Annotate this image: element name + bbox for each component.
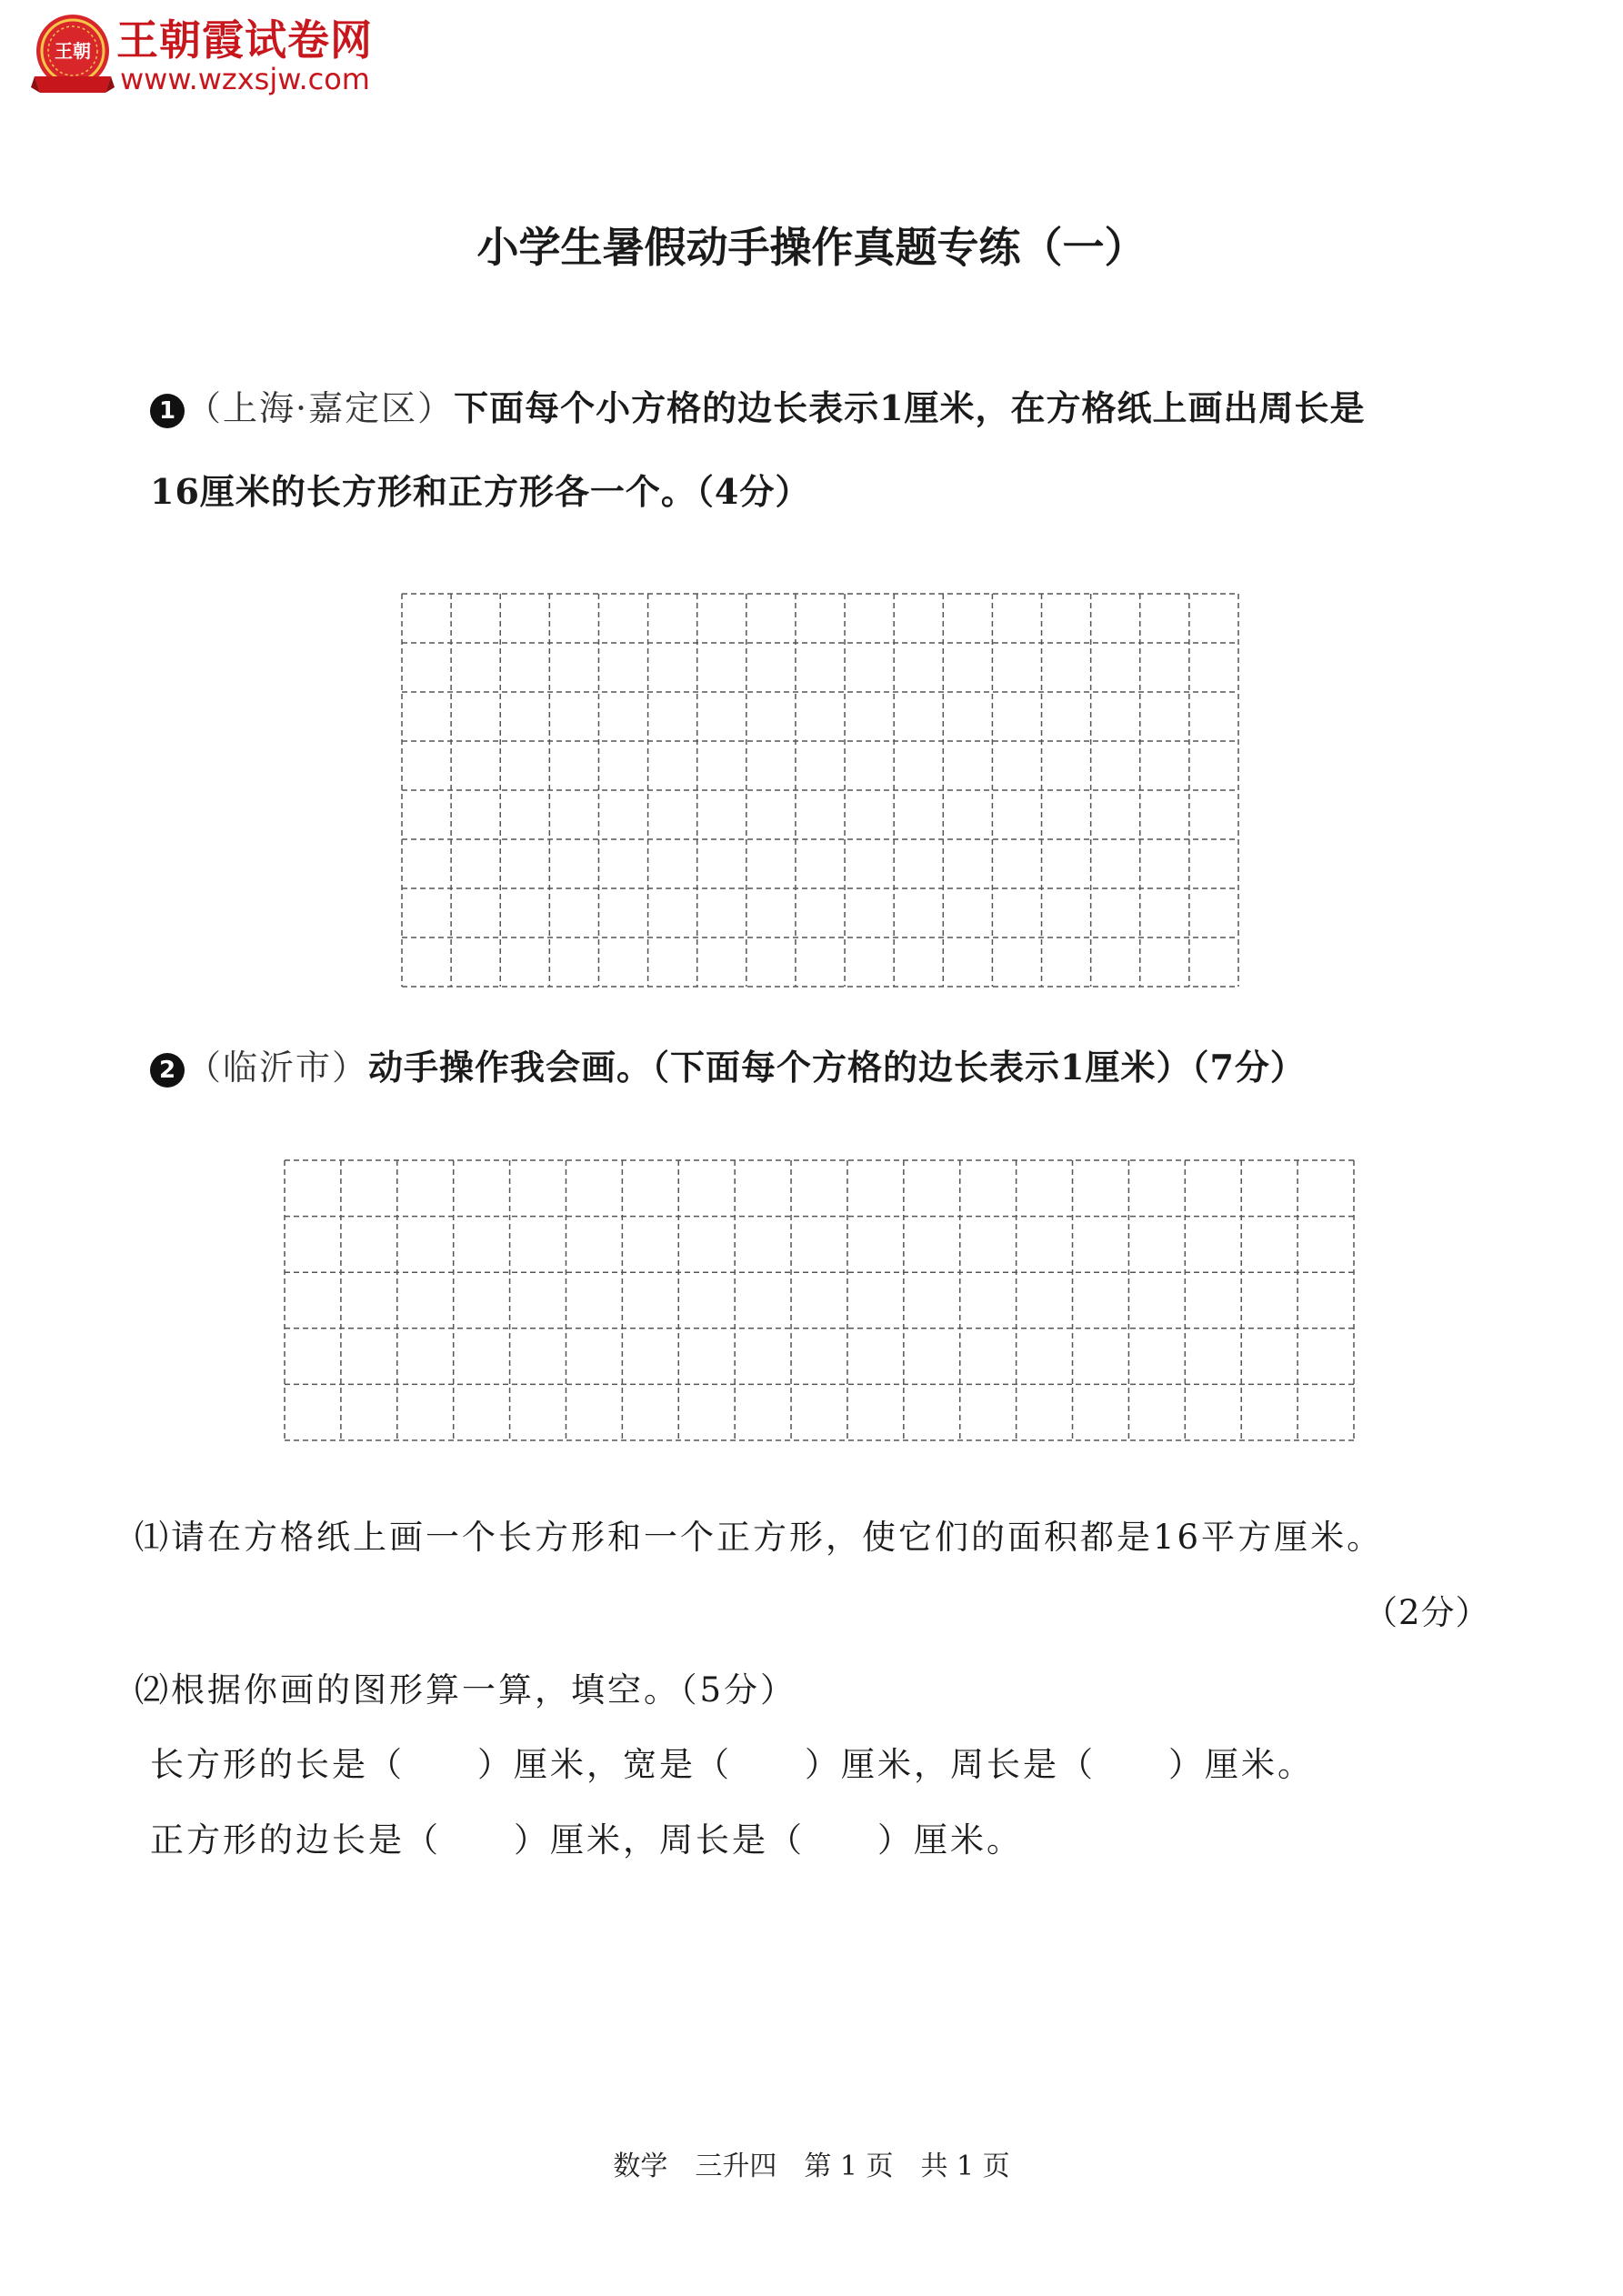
question-1-text-line-1: 下面每个小方格的边长表示1厘米，在方格纸上画出周长是 [454, 387, 1366, 428]
question-1-line-1 [150, 387, 1366, 428]
question-2-part-1: ⑴请在方格纸上画一个长方形和一个正方形，使它们的面积都是16平方厘米。 [135, 1518, 1384, 1557]
question-2-part-1-score: （2分） [1364, 1593, 1490, 1632]
svg-text:王朝: 王朝 [55, 40, 91, 62]
question-2-number: 2 [150, 1053, 185, 1088]
question-2-line [150, 1047, 1306, 1088]
fill-in-square: 正方形的边长是（ ）厘米，周长是（ ）厘米。 [150, 1820, 1023, 1860]
question-1-source: （上海·嘉定区） [186, 388, 455, 428]
brand-url: www.wzxsjw.com [120, 62, 370, 96]
page-footer: 数学 三升四 第 1 页 共 1 页 [613, 2151, 1010, 2182]
fill-in-rectangle: 长方形的长是（ ）厘米，宽是（ ）厘米，周长是（ ）厘米。 [150, 1745, 1314, 1784]
page-title: 小学生暑假动手操作真题专练（一） [476, 223, 1147, 272]
brand-logo-seal [27, 9, 118, 100]
brand-name: 王朝霞试卷网 [116, 15, 373, 65]
grid-paper-1[interactable] [401, 593, 1239, 988]
question-2-source: （临沂市） [186, 1048, 369, 1088]
grid-paper-2[interactable] [284, 1159, 1355, 1441]
question-1-text-line-2: 16厘米的长方形和正方形各一个。（4分） [150, 471, 811, 512]
question-1-number: 1 [150, 394, 185, 428]
question-2-text: 动手操作我会画。（下面每个方格的边长表示1厘米）（7分） [368, 1047, 1306, 1088]
question-2-part-2: ⑵根据你画的图形算一算，填空。（5分） [135, 1670, 797, 1709]
